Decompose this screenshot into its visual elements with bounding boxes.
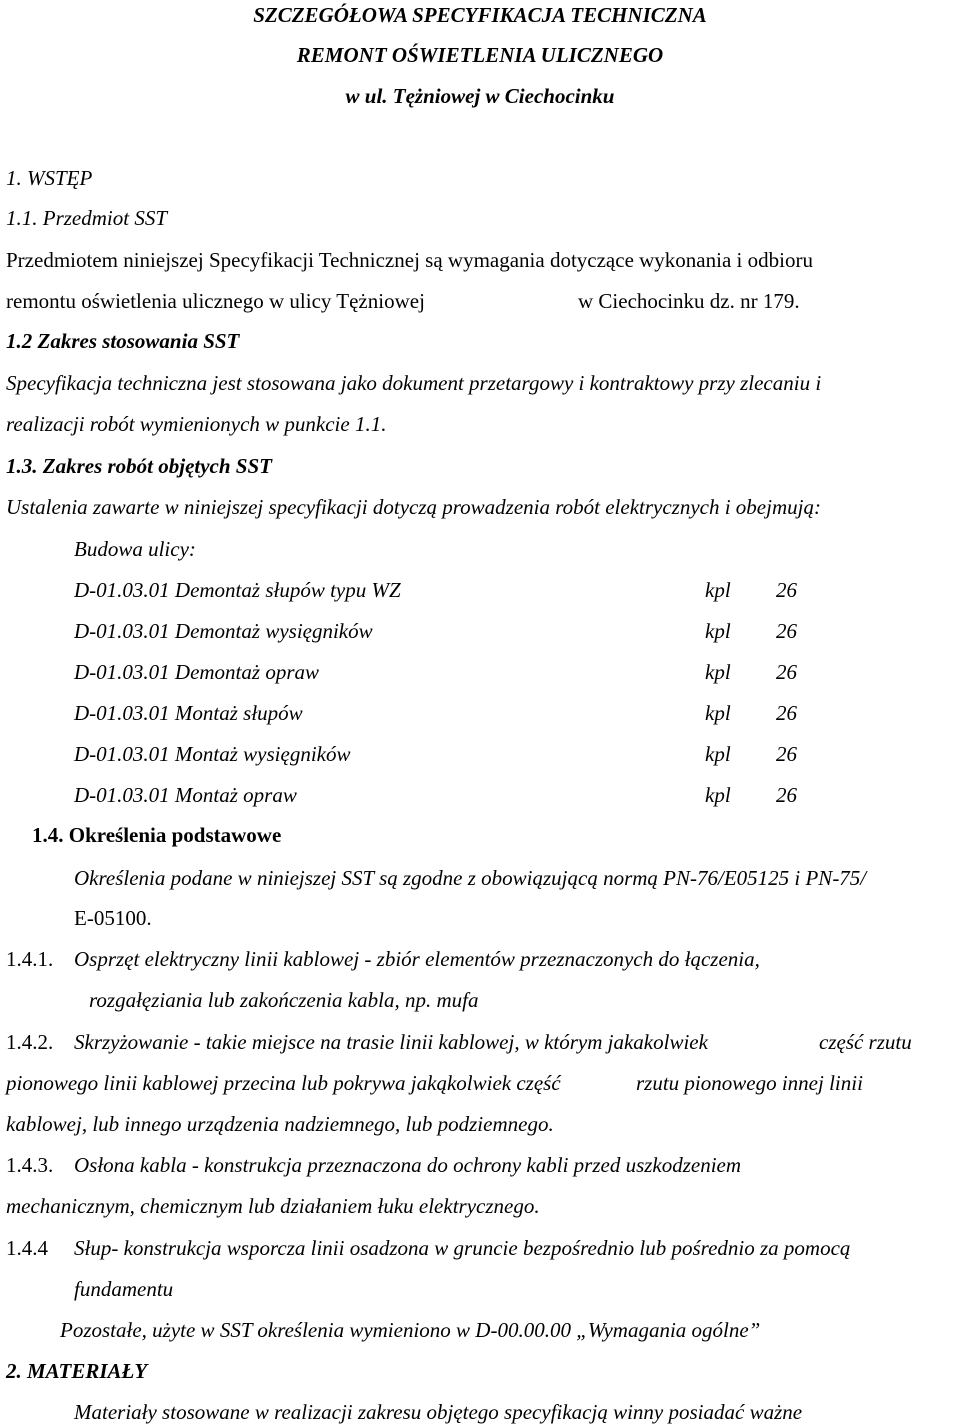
section-1-1-text-2a: remontu oświetlenia ulicznego w ulicy Tężniowej	[6, 289, 425, 313]
section-1-3-subheading: Budowa ulicy:	[74, 537, 196, 561]
work-item-unit: kpl	[705, 578, 731, 602]
work-item-description: D-01.03.01 Demontaż słupów typu WZ	[74, 578, 401, 602]
section-1-2-text-1: Specyfikacja techniczna jest stosowana jako dokument przetargowy i kontraktowy przy zlecaniu i	[6, 371, 822, 395]
section-1-3-heading: 1.3. Zakres robót objętych SST	[6, 454, 272, 478]
section-1-2-heading: 1.2 Zakres stosowania SST	[6, 329, 240, 353]
section-1-4-4-number: 1.4.4	[6, 1236, 48, 1260]
work-item-unit: kpl	[705, 619, 731, 643]
work-item-unit: kpl	[705, 783, 731, 807]
section-1-1-text-2b: w Ciechocinku dz. nr 179.	[578, 289, 800, 313]
section-1-1-text-1: Przedmiotem niniejszej Specyfikacji Technicznej są wymagania dotyczące wykonania i odbioru	[6, 248, 813, 272]
section-1-4-2-text-1a: Skrzyżowanie - takie miejsce na trasie linii kablowej, w którym jakakolwiek	[74, 1030, 708, 1054]
section-1-4-heading: 1.4. Określenia podstawowe	[32, 823, 282, 847]
section-1-4-1-text-2: rozgałęziania lub zakończenia kabla, np. mufa	[89, 988, 479, 1012]
doc-title-line-2: REMONT OŚWIETLENIA ULICZNEGO	[296, 43, 664, 67]
work-item-description: D-01.03.01 Montaż wysięgników	[74, 742, 351, 766]
work-item-unit: kpl	[705, 742, 731, 766]
work-item-quantity: 26	[776, 660, 797, 684]
section-1-3-text: Ustalenia zawarte w niniejszej specyfikacji dotyczą prowadzenia robót elektrycznych i obejmują:	[6, 495, 821, 519]
section-2-heading: 2. MATERIAŁY	[6, 1359, 148, 1383]
work-item-quantity: 26	[776, 783, 797, 807]
section-2-text-1: Materiały stosowane w realizacji zakresu objętego specyfikacją winny posiadać ważne	[74, 1400, 803, 1424]
section-1-4-4-text-1: Słup- konstrukcja wsporcza linii osadzona w gruncie bezpośrednio lub pośrednio za pomocą	[74, 1236, 851, 1260]
section-1-4-1-text-1: Osprzęt elektryczny linii kablowej - zbiór elementów przeznaczonych do łączenia,	[74, 947, 760, 971]
work-item-description: D-01.03.01 Demontaż wysięgników	[74, 619, 373, 643]
section-1-4-3-text-1: Osłona kabla - konstrukcja przeznaczona do ochrony kabli przed uszkodzeniem	[74, 1153, 742, 1177]
section-1-4-text-1: Określenia podane w niniejszej SST są zgodne z obowiązującą normą PN-76/E05125 i PN-75/	[74, 866, 867, 890]
section-1-4-3-text-2: mechanicznym, chemicznym lub działaniem łuku elektrycznego.	[6, 1194, 540, 1218]
section-1-4-2-text-1b: część rzutu	[819, 1030, 912, 1054]
section-1-4-2-number: 1.4.2.	[6, 1030, 54, 1054]
work-item-description: D-01.03.01 Demontaż opraw	[74, 660, 319, 684]
section-1-2-text-2: realizacji robót wymienionych w punkcie 1.1.	[6, 412, 387, 436]
section-1-4-3-number: 1.4.3.	[6, 1153, 54, 1177]
section-1-4-text-2: E-05100.	[74, 906, 152, 930]
work-item-quantity: 26	[776, 619, 797, 643]
doc-title-line-1: SZCZEGÓŁOWA SPECYFIKACJA TECHNICZNA	[253, 3, 707, 27]
section-1-heading: 1. WSTĘP	[6, 166, 93, 190]
section-1-4-2-text-2a: pionowego linii kablowej przecina lub pokrywa jakąkolwiek część	[6, 1071, 561, 1095]
section-1-4-2-text-2b: rzutu pionowego innej linii	[636, 1071, 863, 1095]
section-1-4-2-text-3: kablowej, lub innego urządzenia nadziemnego, lub podziemnego.	[6, 1112, 554, 1136]
work-item-quantity: 26	[776, 701, 797, 725]
work-item-unit: kpl	[705, 701, 731, 725]
work-item-unit: kpl	[705, 660, 731, 684]
work-item-quantity: 26	[776, 578, 797, 602]
section-1-1-heading: 1.1. Przedmiot SST	[6, 206, 168, 230]
section-1-4-4-text-2: fundamentu	[74, 1277, 174, 1301]
section-1-4-1-number: 1.4.1.	[6, 947, 54, 971]
work-item-description: D-01.03.01 Montaż opraw	[74, 783, 297, 807]
section-1-4-other-definitions: Pozostałe, użyte w SST określenia wymieniono w D-00.00.00 „Wymagania ogólne”	[60, 1318, 761, 1342]
doc-title-line-3: w ul. Tężniowej w Ciechocinku	[345, 84, 615, 108]
work-item-quantity: 26	[776, 742, 797, 766]
work-item-description: D-01.03.01 Montaż słupów	[74, 701, 303, 725]
